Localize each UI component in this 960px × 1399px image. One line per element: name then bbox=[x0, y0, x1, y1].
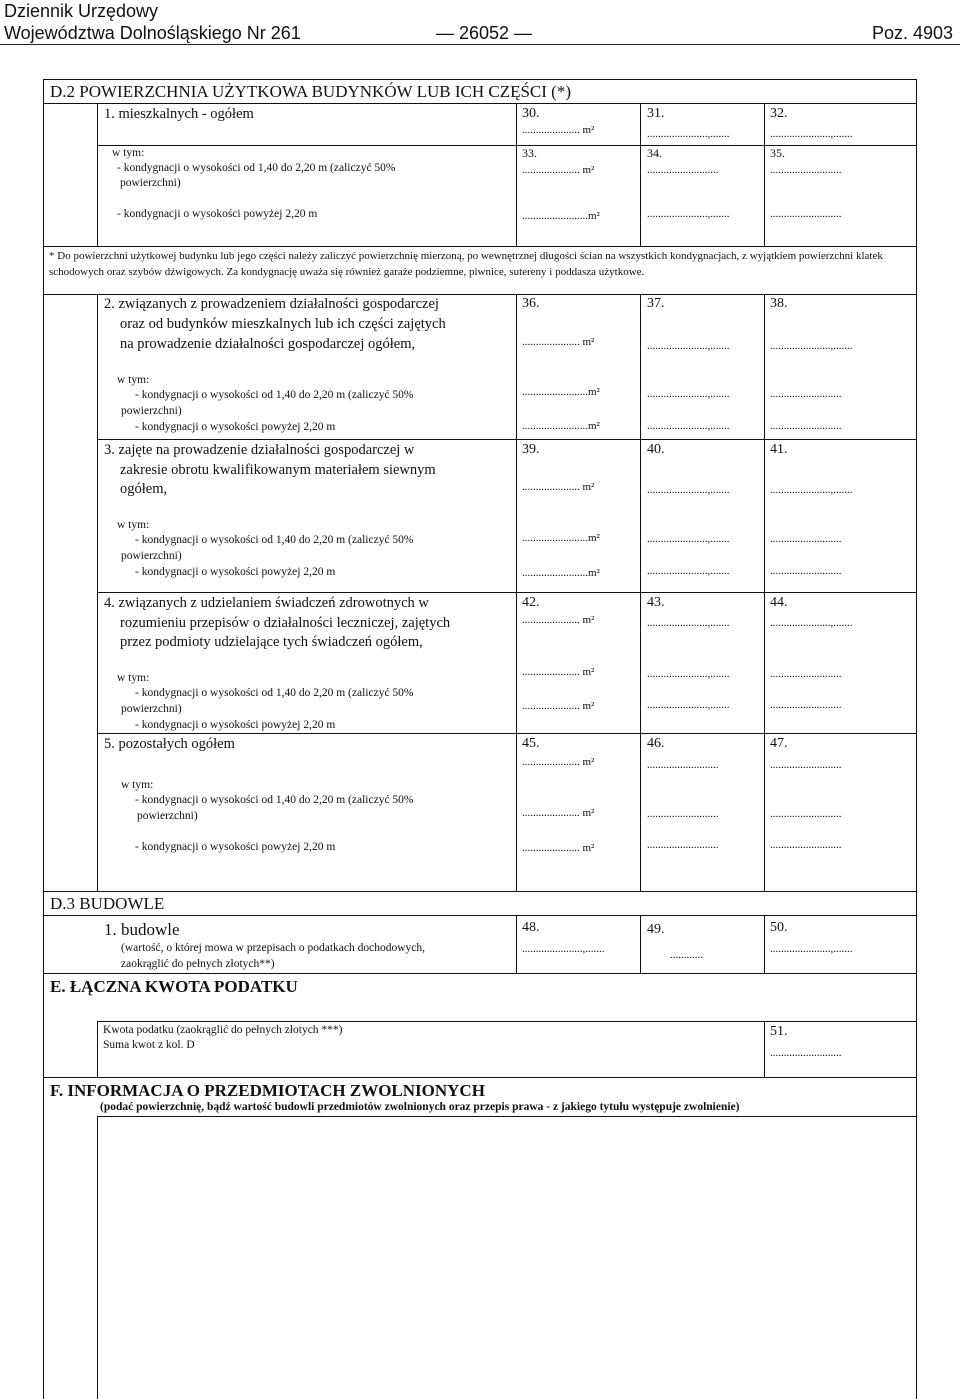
d2-item5-kond140-a: - kondygnacji o wysokości od 1,40 do 2,20 m (zaliczyć 50% bbox=[135, 794, 414, 806]
field-42-input[interactable]: ..................... m² bbox=[522, 614, 595, 626]
field-45b-input[interactable]: ..................... m² bbox=[522, 842, 595, 854]
d2-item1-kond140-b: powierzchni) bbox=[120, 177, 181, 189]
field-39b-input[interactable]: ........................m² bbox=[522, 567, 600, 579]
field-39-input[interactable]: ..................... m² bbox=[522, 481, 595, 493]
d2-item3-line2: zakresie obrotu kwalifikowanym materiałem siewnym bbox=[120, 462, 436, 478]
d2-item3-kond220: - kondygnacji o wysokości powyżej 2,20 m bbox=[135, 566, 336, 578]
page-number: — 26052 — bbox=[436, 23, 533, 43]
f-subtitle: (podać powierzchnię, bądź wartość budowli przedmiotów zwolnionych oraz przepis prawa - z jakiego tytułu występuje zwolnienie) bbox=[100, 1101, 740, 1113]
field-49: 49. bbox=[647, 922, 665, 937]
field-44a-input[interactable]: .......................... bbox=[770, 668, 842, 680]
d2-item4-line1: 4. związanych z udzielaniem świadczeń zdrowotnych w bbox=[104, 595, 429, 611]
d2-item1-kond220: - kondygnacji o wysokości powyżej 2,20 m bbox=[117, 208, 318, 220]
field-46: 46. bbox=[647, 736, 665, 751]
field-43: 43. bbox=[647, 595, 665, 610]
field-30: 30. bbox=[522, 106, 540, 121]
field-38b-input[interactable]: .......................... bbox=[770, 420, 842, 432]
d2-item2-kond140-a: - kondygnacji o wysokości od 1,40 do 2,20 m (zaliczyć 50% bbox=[135, 389, 414, 401]
field-43b-input[interactable]: ......................,....... bbox=[647, 699, 730, 711]
field-33-input[interactable]: ..................... m² bbox=[522, 164, 595, 176]
field-46b-input[interactable]: .......................... bbox=[647, 839, 719, 851]
field-36a-input[interactable]: ........................m² bbox=[522, 386, 600, 398]
field-51-input[interactable]: .......................... bbox=[770, 1047, 842, 1059]
field-40: 40. bbox=[647, 442, 665, 457]
field-41a-input[interactable]: .......................... bbox=[770, 533, 842, 545]
d2-item4-wtym: w tym: bbox=[117, 672, 150, 684]
field-40b-input[interactable]: ......................,....... bbox=[647, 565, 730, 577]
d3-item1-label: 1. budowle bbox=[104, 920, 180, 939]
d2-item5-kond220: - kondygnacji o wysokości powyżej 2,20 m bbox=[135, 841, 336, 853]
field-45a-input[interactable]: ..................... m² bbox=[522, 807, 595, 819]
field-34: 34. bbox=[647, 146, 662, 160]
field-30-input[interactable]: ..................... m² bbox=[522, 124, 595, 136]
d3-note-line1: (wartość, o której mowa w przepisach o podatkach dochodowych, bbox=[121, 942, 426, 954]
field-40a-input[interactable]: ......................,....... bbox=[647, 533, 730, 545]
d2-item2-wtym: w tym: bbox=[117, 374, 150, 386]
field-45-input[interactable]: ..................... m² bbox=[522, 756, 595, 768]
field-45: 45. bbox=[522, 736, 540, 751]
d2-item4-kond220: - kondygnacji o wysokości powyżej 2,20 m bbox=[135, 719, 336, 731]
d2-item2-line3: na prowadzenie działalności gospodarczej ogółem, bbox=[120, 336, 416, 352]
field-43-input[interactable]: ......................,....... bbox=[647, 617, 730, 629]
field-35: 35. bbox=[770, 146, 785, 160]
field-48: 48. bbox=[522, 920, 540, 935]
field-37a-input[interactable]: ......................,....... bbox=[647, 388, 730, 400]
field-31-input[interactable]: ......................,....... bbox=[647, 128, 730, 140]
field-50-input[interactable]: ......................,....... bbox=[770, 943, 853, 955]
field-35b-input[interactable]: .......................... bbox=[770, 208, 842, 220]
e-title: E. ŁĄCZNA KWOTA PODATKU bbox=[50, 977, 298, 996]
journal-title: Dziennik Urzędowy bbox=[4, 1, 159, 21]
field-42a-input[interactable]: ..................... m² bbox=[522, 666, 595, 678]
field-34-input[interactable]: .......................... bbox=[647, 164, 719, 176]
field-47: 47. bbox=[770, 736, 788, 751]
field-40-input[interactable]: ......................,....... bbox=[647, 484, 730, 496]
field-42b-input[interactable]: ..................... m² bbox=[522, 700, 595, 712]
d2-item5-label: 5. pozostałych ogółem bbox=[104, 736, 235, 752]
d2-item2-line2: oraz od budynków mieszkalnych lub ich części zajętych bbox=[120, 316, 446, 332]
e-line1: Kwota podatku (zaokrąglić do pełnych złotych ***) bbox=[103, 1024, 343, 1036]
field-44b-input[interactable]: .......................... bbox=[770, 699, 842, 711]
field-32-input[interactable]: ......................,....... bbox=[770, 128, 853, 140]
field-31: 31. bbox=[647, 106, 665, 121]
d2-item1-label: 1. mieszkalnych - ogółem bbox=[104, 106, 254, 122]
field-38-input[interactable]: ......................,....... bbox=[770, 340, 853, 352]
field-42: 42. bbox=[522, 595, 540, 610]
d2-item4-line2: rozumieniu przepisów o działalności leczniczej, zajętych bbox=[120, 615, 451, 631]
field-51: 51. bbox=[770, 1024, 788, 1039]
d2-item4-kond140-b: powierzchni) bbox=[121, 703, 182, 715]
position-number: Poz. 4903 bbox=[872, 23, 954, 43]
field-47b-input[interactable]: .......................... bbox=[770, 839, 842, 851]
d2-item1-wtym: w tym: bbox=[112, 147, 145, 159]
d2-item3-line3: ogółem, bbox=[120, 481, 168, 497]
d2-title: D.2 POWIERZCHNIA UŻYTKOWA BUDYNKÓW LUB ICH CZĘŚCI (*) bbox=[50, 82, 571, 101]
field-47-input[interactable]: .......................... bbox=[770, 759, 842, 771]
d2-item2-kond140-b: powierzchni) bbox=[121, 405, 182, 417]
field-35-input[interactable]: .......................... bbox=[770, 164, 842, 176]
field-37b-input[interactable]: ......................,....... bbox=[647, 420, 730, 432]
field-37-input[interactable]: ......................,....... bbox=[647, 340, 730, 352]
field-46a-input[interactable]: .......................... bbox=[647, 808, 719, 820]
field-37: 37. bbox=[647, 296, 665, 311]
e-line2: Suma kwot z kol. D bbox=[103, 1039, 195, 1051]
field-46-input[interactable]: .......................... bbox=[647, 759, 719, 771]
d2-item3-kond140-a: - kondygnacji o wysokości od 1,40 do 2,20 m (zaliczyć 50% bbox=[135, 534, 414, 546]
field-36: 36. bbox=[522, 296, 540, 311]
d2-item3-kond140-b: powierzchni) bbox=[121, 550, 182, 562]
field-41b-input[interactable]: .......................... bbox=[770, 565, 842, 577]
d3-note-line2: zaokrąglić do pełnych złotych**) bbox=[121, 958, 275, 970]
d2-item4-line3: przez podmioty udzielające tych świadczeń ogółem, bbox=[120, 634, 423, 650]
f-title: F. INFORMACJA O PRZEDMIOTACH ZWOLNIONYCH bbox=[50, 1081, 485, 1100]
field-38a-input[interactable]: .......................... bbox=[770, 388, 842, 400]
field-47a-input[interactable]: .......................... bbox=[770, 808, 842, 820]
d2-item2-line1: 2. związanych z prowadzeniem działalności gospodarczej bbox=[104, 296, 439, 312]
d2-item3-line1: 3. zajęte na prowadzenie działalności gospodarczej w bbox=[104, 442, 415, 458]
field-41-input[interactable]: ......................,....... bbox=[770, 484, 853, 496]
field-32: 32. bbox=[770, 106, 788, 121]
d2-item2-kond220: - kondygnacji o wysokości powyżej 2,20 m bbox=[135, 421, 336, 433]
field-34b-input[interactable]: ......................,....... bbox=[647, 208, 730, 220]
field-48-input[interactable]: ......................,....... bbox=[522, 943, 605, 955]
field-39: 39. bbox=[522, 442, 540, 457]
voivodeship-issue: Województwa Dolnośląskiego Nr 261 bbox=[4, 23, 301, 43]
field-36-input[interactable]: ..................... m² bbox=[522, 336, 595, 348]
d2-item5-wtym: w tym: bbox=[121, 779, 154, 791]
field-39a-input[interactable]: ........................m² bbox=[522, 532, 600, 544]
d2-item1-kond140-a: - kondygnacji o wysokości od 1,40 do 2,20 m (zaliczyć 50% bbox=[117, 162, 396, 174]
d2-item5-kond140-b: powierzchni) bbox=[137, 810, 198, 822]
header-rule bbox=[0, 44, 960, 45]
f-entry-area[interactable] bbox=[98, 1117, 916, 1399]
d3-title: D.3 BUDOWLE bbox=[50, 894, 165, 913]
d2-footnote: * Do powierzchni użytkowej budynku lub jego części należy zaliczyć powierzchnię mierzoną, po wewnętrznej długości ścian na wszystkich kondygnacjach, z wyjątkiem powierzchni klatek schodowych oraz szybów dźwigowych. Za kondygnację uważa się również garaże podziemne, piwnice, sutereny i poddasza użytkowe. bbox=[49, 250, 883, 278]
d2-item4-kond140-a: - kondygnacji o wysokości od 1,40 do 2,20 m (zaliczyć 50% bbox=[135, 687, 414, 699]
field-50: 50. bbox=[770, 920, 788, 935]
field-36b-input[interactable]: ........................m² bbox=[522, 420, 600, 432]
field-33b-input[interactable]: ........................m² bbox=[522, 210, 600, 222]
d2-item3-wtym: w tym: bbox=[117, 519, 150, 531]
field-44: 44. bbox=[770, 595, 788, 610]
field-38: 38. bbox=[770, 296, 788, 311]
field-41: 41. bbox=[770, 442, 788, 457]
field-44-input[interactable]: ......................,....... bbox=[770, 617, 853, 629]
field-49-input[interactable]: ............ bbox=[670, 949, 703, 961]
field-43a-input[interactable]: ......................,....... bbox=[647, 668, 730, 680]
field-33: 33. bbox=[522, 146, 537, 160]
